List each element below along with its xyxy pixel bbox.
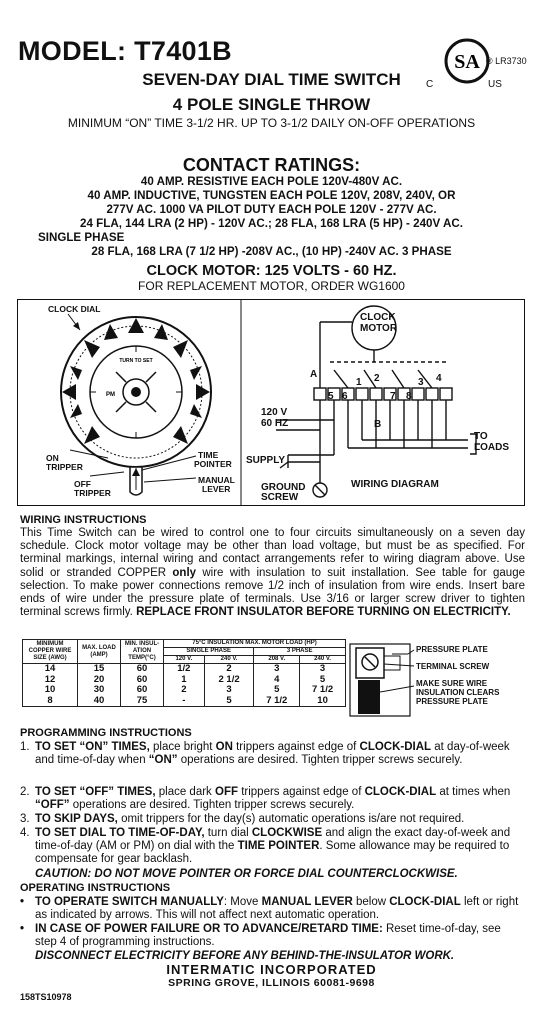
th-v4: 240 V. xyxy=(300,656,346,664)
diagram-panel xyxy=(17,299,525,506)
step-number: 1. xyxy=(20,741,30,753)
op-text: left or right as indicated by arrows. This will not affect next automatic operation. xyxy=(35,896,519,922)
op-text: : Move xyxy=(223,896,262,908)
wiring-text-2: wire with insulation to suit installation. See table for gauge selection. To make power connections remove 1/2 inch of insulation from wire ends. Insert bare ends of wire under the pressure plate of terminals. Use 3/16 or larger screw driver to tighten terminal screws firmly. xyxy=(20,566,525,619)
cell: - xyxy=(164,696,205,707)
terminal-b-label: B xyxy=(374,419,382,430)
op-bold: MANUAL LEVER xyxy=(261,896,353,908)
step-bold: TIME POINTER xyxy=(237,840,320,853)
pointer-label: POINTER xyxy=(194,459,232,469)
step-number: 4. xyxy=(20,827,30,839)
step-number: 2. xyxy=(20,786,30,798)
insulation-note-3: PRESSURE PLATE xyxy=(416,697,488,706)
cell: 5 xyxy=(204,696,254,707)
csa-mark: SA xyxy=(454,51,480,73)
csa-file-number xyxy=(486,56,527,66)
step-text: trippers against edge of xyxy=(232,741,360,753)
table-row xyxy=(23,685,346,696)
cell: 3 xyxy=(204,685,254,696)
table-row xyxy=(23,696,346,707)
operating-heading: OPERATING INSTRUCTIONS xyxy=(20,882,171,894)
step-title: TO SET “OFF” TIMES, xyxy=(35,786,156,798)
rating-line-4: 24 FLA, 144 LRA (2 HP) - 120V AC.; 28 FLA, 168 LRA (5 HP) - 240V AC. xyxy=(80,217,463,230)
step-title: TO SKIP DAYS, xyxy=(35,813,118,825)
ground-label: GROUND xyxy=(261,482,306,493)
op-bold: CLOCK-DIAL xyxy=(389,896,461,908)
dial-pm-text: PM xyxy=(106,392,115,398)
hz-label: 60 HZ xyxy=(261,418,289,429)
off-tripper-label: TRIPPER xyxy=(74,488,111,498)
model-title: MODEL: T7401B xyxy=(18,36,232,66)
th-insul: MIN. INSUL- ATION TEMP(°C) xyxy=(121,640,164,664)
op-text: Reset time-of-day, see step 4 of programming instructions. xyxy=(35,923,501,949)
step-bold: CLOCK-DIAL xyxy=(359,741,432,753)
step-bold: ON xyxy=(215,741,233,753)
programming-step-4 xyxy=(20,827,525,867)
csa-us-label: US xyxy=(488,79,502,90)
programming-step-1 xyxy=(20,741,525,767)
step-text: trippers against edge of xyxy=(238,786,365,798)
wiring-diagram-drawing xyxy=(276,306,480,497)
insulation-note-2: INSULATION CLEARS xyxy=(416,688,500,697)
step-title: TO SET DIAL TO TIME-OF-DAY, xyxy=(35,827,205,839)
cell: 5 xyxy=(254,685,300,696)
th-wire: MINIMUM COPPER WIRE SIZE (AWG) xyxy=(23,640,78,664)
step-text: operations are desired. Tighten tripper screws securely. xyxy=(69,799,355,812)
cell: 4 xyxy=(254,675,300,686)
company-name: INTERMATIC INCORPORATED xyxy=(166,962,377,977)
th-v3: 208 V. xyxy=(254,656,300,664)
cell: 40 xyxy=(78,696,121,707)
terminal-7-label: 7 xyxy=(390,391,396,402)
cell: 2 xyxy=(204,664,254,675)
cell: 60 xyxy=(121,685,164,696)
disconnect-warning: DISCONNECT ELECTRICITY BEFORE ANY BEHIND-THE-INSULATOR WORK. xyxy=(35,950,455,962)
operating-item-1 xyxy=(20,896,525,922)
terminal-1-label: 1 xyxy=(356,377,362,388)
rating-line-5: SINGLE PHASE xyxy=(38,231,125,244)
bullet: • xyxy=(20,896,25,908)
rating-line-1: 40 AMP. RESISTIVE EACH POLE 120V-480V AC. xyxy=(140,175,403,188)
minimum-on-time: MINIMUM “ON” TIME 3-1/2 HR. UP TO 3-1/2 DAILY ON-OFF OPERATIONS xyxy=(67,116,476,130)
off-label: OFF xyxy=(74,479,91,489)
diagram-drawing xyxy=(18,300,524,505)
rating-line-3: 277V AC. 1000 VA PILOT DUTY EACH POLE 120V - 277V AC. xyxy=(106,203,437,216)
op-title: TO OPERATE SWITCH MANUALLY xyxy=(35,896,224,908)
product-subtitle: 4 POLE SINGLE THROW xyxy=(172,95,371,114)
cell: 7 1/2 xyxy=(300,685,346,696)
cell: 60 xyxy=(121,675,164,686)
th-three: 3 PHASE xyxy=(254,648,346,656)
cell: 8 xyxy=(23,696,78,707)
rating-line-2: 40 AMP. INDUCTIVE, TUNGSTEN EACH POLE 120V, 208V, 240V, OR xyxy=(87,189,456,202)
step-bold: CLOCKWISE xyxy=(251,827,323,839)
product-title: SEVEN-DAY DIAL TIME SWITCH xyxy=(142,70,401,89)
op-text: below xyxy=(352,896,390,908)
cell: 14 xyxy=(23,664,78,675)
csa-file: LR3730 xyxy=(495,56,527,66)
wiring-diagram-label: WIRING DIAGRAM xyxy=(351,479,439,490)
programming-step-3 xyxy=(20,813,525,826)
step-bold: CLOCK-DIAL xyxy=(364,786,437,798)
cell: 3 xyxy=(300,664,346,675)
table-row xyxy=(23,664,346,675)
step-text: at day-of-week and time-of-day when xyxy=(35,741,510,767)
loads-label: LOADS xyxy=(474,442,509,453)
csa-certification-logo xyxy=(444,38,490,84)
volts-label: 120 V xyxy=(261,407,288,418)
replacement-motor-note: FOR REPLACEMENT MOTOR, ORDER WG1600 xyxy=(138,279,405,293)
csa-c-label: C xyxy=(426,79,434,90)
op-title: IN CASE OF POWER FAILURE OR TO ADVANCE/RETARD TIME: xyxy=(35,923,383,935)
cell: 75 xyxy=(121,696,164,707)
step-text: at times when xyxy=(436,786,511,798)
terminal-5-label: 5 xyxy=(328,391,334,402)
company-address: SPRING GROVE, ILLINOIS 60081-9698 xyxy=(168,977,375,989)
wiring-warning: REPLACE FRONT INSULATOR BEFORE TURNING ON ELECTRICITY. xyxy=(136,606,511,619)
pressure-plate-label: PRESSURE PLATE xyxy=(416,645,488,654)
wiring-heading: WIRING INSTRUCTIONS xyxy=(20,514,147,526)
step-text: place bright xyxy=(149,741,216,753)
supply-label: SUPPLY xyxy=(246,455,286,466)
motor-label: MOTOR xyxy=(360,323,398,334)
clock-label: CLOCK xyxy=(360,312,396,323)
programming-heading: PROGRAMMING INSTRUCTIONS xyxy=(20,727,192,739)
cell: 30 xyxy=(78,685,121,696)
cell: 2 xyxy=(164,685,205,696)
cell: 5 xyxy=(300,675,346,686)
registered-mark: ® xyxy=(486,56,493,66)
th-v1: 120 V. xyxy=(164,656,205,664)
cell: 10 xyxy=(300,696,346,707)
wiring-text-1: This Time Switch can be wired to control one to four circuits simultaneously on a seven day schedule. Clock motor voltage may be other than load voltage, but must be as specified. For terminal markings, internal wiring and contact arrangements refer to wiring diagram above. Use solid or stranded COPPER xyxy=(20,527,525,579)
step-text: . Some allowance may be required to compensate for gear backlash. xyxy=(35,840,510,866)
cell: 2 1/2 xyxy=(204,675,254,686)
wiring-paragraph xyxy=(20,527,525,619)
terminal-a-label: A xyxy=(310,369,318,380)
lever-label: LEVER xyxy=(202,484,231,494)
cell: 60 xyxy=(121,664,164,675)
clock-motor-rating: CLOCK MOTOR: 125 VOLTS - 60 HZ. xyxy=(146,263,397,279)
step-text: turn dial xyxy=(204,827,252,839)
terminal-2-label: 2 xyxy=(374,373,380,384)
clock-dial-drawing xyxy=(61,314,211,495)
dial-turn-text: TURN TO SET xyxy=(119,358,153,364)
cell: 1 xyxy=(164,675,205,686)
time-label: TIME xyxy=(198,450,219,460)
th-load: MAX. LOAD (AMP) xyxy=(78,640,121,664)
screw-label: SCREW xyxy=(261,492,299,503)
step-number: 3. xyxy=(20,813,30,825)
terminal-3-label: 3 xyxy=(418,377,424,388)
terminal-detail xyxy=(348,642,523,718)
bullet: • xyxy=(20,923,25,935)
th-single: SINGLE PHASE xyxy=(164,648,254,656)
step-text: omit trippers for the day(s) automatic operations is/are not required. xyxy=(117,813,465,825)
step-text: and align the exact day-of-week and time-of-day (AM or PM) on dial with the xyxy=(35,827,511,853)
programming-step-2 xyxy=(20,786,525,812)
step-title: TO SET “ON” TIMES, xyxy=(35,741,150,753)
operating-item-2 xyxy=(20,923,525,949)
cell: 20 xyxy=(78,675,121,686)
contact-ratings-heading: CONTACT RATINGS: xyxy=(182,155,361,175)
document-code: 158TS10978 xyxy=(20,992,72,1002)
wiring-text-only: only xyxy=(172,566,197,579)
terminal-screw-label: TERMINAL SCREW xyxy=(416,662,490,671)
clock-dial-label: CLOCK DIAL xyxy=(48,304,101,314)
cell: 1/2 xyxy=(164,664,205,675)
cell: 3 xyxy=(254,664,300,675)
rating-line-6: 28 FLA, 168 LRA (7 1/2 HP) -208V AC., (10 HP) -240V AC. 3 PHASE xyxy=(91,245,452,258)
cell: 15 xyxy=(78,664,121,675)
step-text: place dark xyxy=(155,786,215,798)
on-tripper-label: TRIPPER xyxy=(46,462,83,472)
cell: 7 1/2 xyxy=(254,696,300,707)
insulation-note-1: MAKE SURE WIRE xyxy=(416,679,488,688)
cell: 12 xyxy=(23,675,78,686)
to-label: TO xyxy=(474,431,488,442)
terminal-6-label: 6 xyxy=(342,391,348,402)
caution-note: CAUTION: DO NOT MOVE POINTER OR FORCE DIAL COUNTERCLOCKWISE. xyxy=(35,868,458,880)
on-label: ON xyxy=(46,453,59,463)
wire-size-table xyxy=(22,639,346,707)
step-text: operations are desired. Tighten tripper screws securely. xyxy=(177,754,463,767)
step-bold: “ON” xyxy=(148,754,178,767)
terminal-8-label: 8 xyxy=(406,391,412,402)
th-v2: 240 V. xyxy=(204,656,254,664)
th-motor: 75°C INSULATION MAX. MOTOR LOAD (HP) xyxy=(164,640,346,648)
manual-label: MANUAL xyxy=(198,475,235,485)
cell: 10 xyxy=(23,685,78,696)
terminal-4-label: 4 xyxy=(436,373,442,384)
step-bold: “OFF” xyxy=(35,799,70,812)
step-bold: OFF xyxy=(215,786,238,798)
